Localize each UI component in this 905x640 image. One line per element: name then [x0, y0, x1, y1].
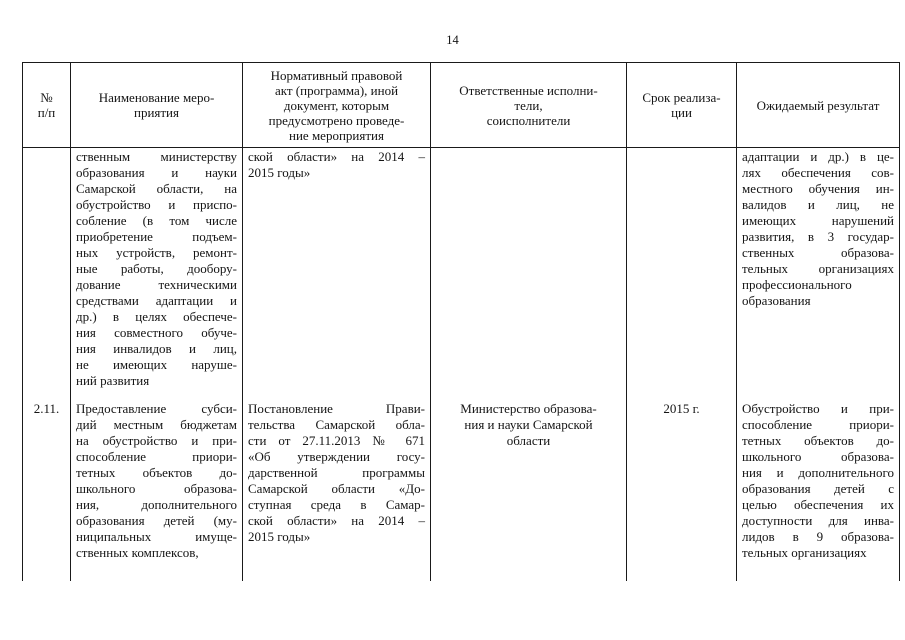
text-line: ской области» на 2014 –	[248, 149, 425, 164]
text-line: обустройство и приспо-	[76, 197, 237, 212]
text-line: тельных организациях	[742, 261, 894, 276]
text-line: ступная среда в Самар-	[248, 497, 425, 512]
text-line: документ, которым	[283, 97, 390, 113]
text-line: ниципальных имуще-	[76, 529, 237, 544]
text-line: «Об утверждении госу-	[248, 449, 425, 464]
header-executors	[431, 63, 627, 148]
text-line: школьного образова-	[742, 449, 894, 464]
text-line: не имеющих наруше-	[76, 357, 237, 372]
cell-event	[71, 401, 243, 581]
cell-result	[737, 401, 900, 581]
text-line: ных устройств, ремонт-	[76, 245, 237, 260]
text-line: ния инвалидов и лиц,	[76, 341, 237, 356]
page-number: 14	[446, 33, 459, 47]
text-line: 2015 годы»	[248, 529, 311, 544]
text-line: Постановление Прави-	[248, 401, 425, 416]
text-line: лях обеспечения сов-	[742, 165, 894, 180]
text-line: адаптации и др.) в це-	[742, 149, 894, 164]
text-line: образования детей с	[742, 481, 894, 496]
text-line: Срок реализа-	[642, 90, 721, 105]
text-line: школьного образова-	[76, 481, 237, 496]
text-line: др.) в целях обеспече-	[76, 309, 237, 324]
cell-executors	[431, 401, 627, 581]
text-line: Обустройство и при-	[742, 401, 894, 416]
text-line: ные работы, дообору-	[76, 261, 237, 276]
text-line: Ответственные исполни-	[459, 82, 598, 98]
text-line: местного обучения ин-	[742, 181, 894, 196]
text-line: тетных объектов до-	[742, 433, 894, 448]
text-line: доступности для инва-	[742, 513, 894, 528]
text-line: приятия	[133, 105, 179, 120]
text-line: Самарской области «До-	[248, 481, 425, 496]
text-line: ственных комплексов,	[76, 545, 199, 560]
text-line: лидов в 9 образова-	[742, 529, 894, 544]
text-line: валидов и лиц, не	[742, 197, 894, 212]
text-line: образования детей (му-	[76, 513, 237, 528]
text-line: ции	[671, 105, 692, 120]
cell-num-empty	[23, 148, 71, 402]
text-line: №	[40, 90, 53, 105]
text-line: образования	[742, 293, 811, 308]
text-line: 2015 годы»	[248, 165, 311, 180]
text-line: способление приори-	[742, 417, 894, 432]
header-result	[737, 63, 900, 148]
table-row-continued	[23, 148, 900, 402]
text-line: на обустройство и при-	[76, 433, 237, 448]
text-line: тельных организациях	[742, 545, 867, 560]
text-line: тельства Самарской обла-	[248, 417, 425, 432]
text-line: развития, в 3 государ-	[742, 229, 894, 244]
text-line: ской области» на 2014 –	[248, 513, 425, 528]
text-line: средствами адаптации и	[76, 293, 237, 308]
cell-event-continued	[71, 148, 243, 402]
text-line: тели,	[514, 97, 543, 113]
text-line: профессионального	[742, 277, 852, 292]
text-line: соисполнители	[486, 112, 571, 128]
text-line: ния совместного обуче-	[76, 325, 237, 340]
header-num	[23, 63, 71, 148]
cell-result-continued	[737, 148, 900, 402]
text-line: Министерство образова-	[460, 401, 597, 416]
text-line: способление приори-	[76, 449, 237, 464]
text-line: предусмотрено проведе-	[268, 112, 405, 128]
text-line: ний развития	[76, 373, 150, 388]
text-line: дование техническими	[76, 277, 237, 292]
text-line: сти от 27.11.2013 № 671	[248, 433, 425, 448]
text-line: ния и дополнительного	[742, 465, 894, 480]
text-line: целью обеспечения их	[742, 497, 894, 512]
cell-deadline-empty	[627, 148, 737, 402]
text-line: имеющих нарушений	[742, 213, 894, 228]
cell-executors-empty	[431, 148, 627, 402]
text-line: собление (в том числе	[76, 213, 237, 228]
text-line: приобретение подъем-	[76, 229, 237, 244]
cell-num: 2.11.	[23, 401, 71, 581]
cell-act-continued	[243, 148, 431, 402]
cell-act	[243, 401, 431, 581]
text-line: ственных образова-	[742, 245, 894, 260]
events-table	[22, 62, 900, 581]
text-line: дарственной программы	[248, 465, 425, 480]
text-line: п/п	[37, 105, 56, 120]
text-line: ния и науки Самарской	[464, 417, 593, 432]
table-header-row	[23, 63, 900, 148]
cell-deadline: 2015 г.	[627, 401, 737, 581]
header-event	[71, 63, 243, 148]
text-line: тетных объектов до-	[76, 465, 237, 480]
text-line: акт (программа), иной	[274, 82, 399, 98]
text-line: ние мероприятия	[289, 127, 384, 143]
text-line: Предоставление субси-	[76, 401, 237, 416]
text-line: Ожидаемый результат	[756, 97, 880, 113]
text-line: области	[506, 433, 551, 448]
text-line: ния, дополнительного	[76, 497, 237, 512]
header-act	[243, 63, 431, 148]
text-line: дий местным бюджетам	[76, 417, 237, 432]
header-deadline	[627, 63, 737, 148]
text-line: образования и науки	[76, 165, 237, 180]
text-line: Наименование меро-	[98, 90, 215, 105]
text-line: ственным министерству	[76, 149, 237, 164]
text-line: Самарской области, на	[76, 181, 237, 196]
text-line: Нормативный правовой	[270, 67, 403, 83]
table-row-2-11	[23, 401, 900, 581]
